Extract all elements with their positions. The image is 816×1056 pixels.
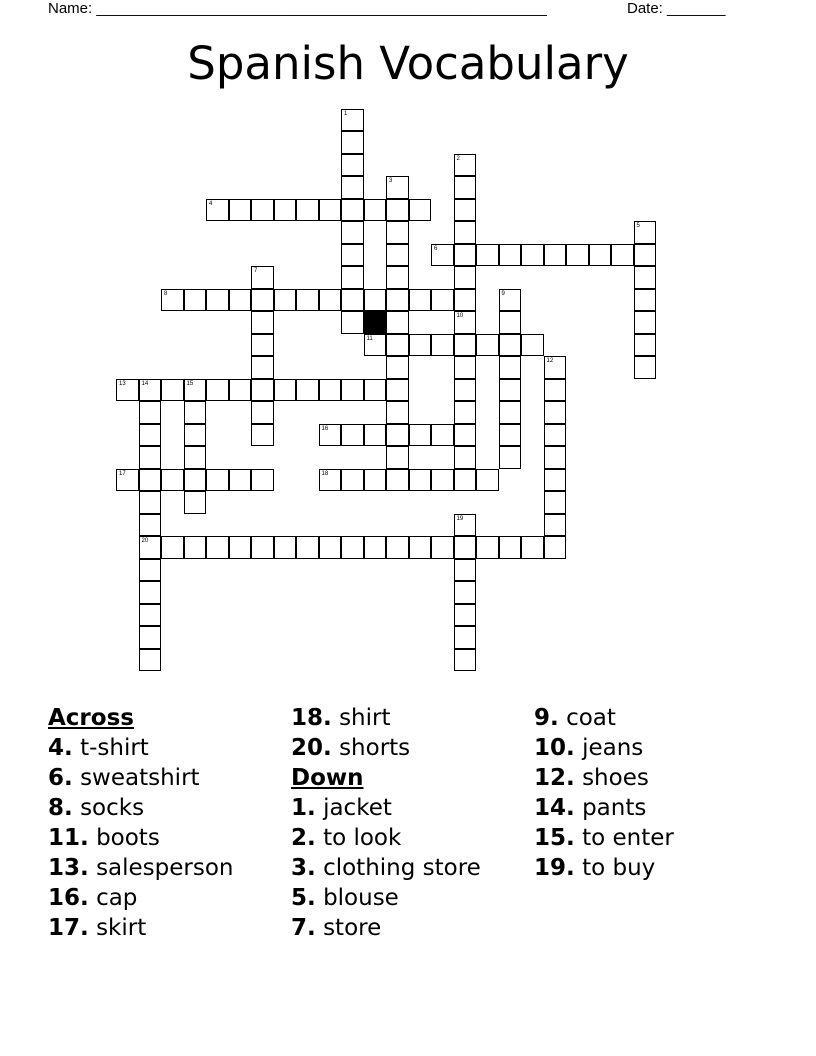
grid-cell[interactable] bbox=[364, 536, 387, 559]
grid-cell[interactable] bbox=[476, 536, 499, 559]
grid-cell[interactable] bbox=[184, 289, 207, 312]
grid-cell[interactable] bbox=[296, 289, 319, 312]
grid-cell[interactable] bbox=[454, 581, 477, 604]
clue-number: 2 bbox=[456, 155, 460, 162]
grid-cell[interactable] bbox=[431, 289, 454, 312]
grid-cell[interactable] bbox=[454, 244, 477, 267]
grid-cell[interactable] bbox=[341, 289, 364, 312]
grid-cell[interactable] bbox=[409, 334, 432, 357]
black-cell bbox=[364, 311, 387, 334]
grid-cell[interactable] bbox=[386, 244, 409, 267]
grid-cell[interactable] bbox=[454, 514, 477, 537]
grid-cell[interactable] bbox=[251, 356, 274, 379]
grid-cell[interactable] bbox=[319, 379, 342, 402]
grid-cell[interactable] bbox=[634, 221, 657, 244]
grid-cell[interactable] bbox=[364, 379, 387, 402]
grid-cell[interactable] bbox=[499, 289, 522, 312]
clue-number: 3 bbox=[389, 178, 393, 184]
grid-cell[interactable] bbox=[499, 446, 522, 469]
clue-across-4: 4. t-shirt bbox=[48, 735, 149, 761]
grid-cell[interactable] bbox=[341, 311, 364, 334]
clue-across-16: 16. cap bbox=[48, 885, 138, 911]
grid-cell[interactable] bbox=[341, 221, 364, 244]
clue-down-7: 7. store bbox=[291, 915, 382, 941]
grid-cell[interactable] bbox=[229, 289, 252, 312]
grid-cell[interactable] bbox=[251, 266, 274, 289]
grid-cell[interactable] bbox=[454, 356, 477, 379]
grid-cell[interactable] bbox=[341, 266, 364, 289]
grid-cell[interactable] bbox=[274, 289, 297, 312]
clue-down-12: 12. shoes bbox=[534, 765, 649, 791]
grid-cell[interactable] bbox=[454, 604, 477, 627]
grid-cell[interactable] bbox=[544, 446, 567, 469]
grid-cell[interactable] bbox=[296, 379, 319, 402]
grid-cell[interactable] bbox=[409, 469, 432, 492]
grid-cell[interactable] bbox=[341, 131, 364, 154]
grid-cell[interactable] bbox=[634, 289, 657, 312]
grid-cell[interactable] bbox=[499, 379, 522, 402]
grid-cell[interactable] bbox=[139, 446, 162, 469]
grid-cell[interactable] bbox=[229, 469, 252, 492]
clue-number: 10 bbox=[456, 313, 464, 319]
grid-cell[interactable] bbox=[454, 334, 477, 357]
clue-down-1: 1. jacket bbox=[291, 795, 392, 821]
grid-cell[interactable] bbox=[139, 626, 162, 649]
clue-number: 15 bbox=[186, 380, 194, 387]
grid-cell[interactable] bbox=[454, 311, 477, 334]
clue-down-14: 14. pants bbox=[534, 795, 647, 821]
grid-cell[interactable] bbox=[499, 311, 522, 334]
grid-cell[interactable] bbox=[476, 244, 499, 267]
grid-cell[interactable] bbox=[611, 244, 634, 267]
grid-cell[interactable] bbox=[544, 491, 567, 514]
clue-number: 16 bbox=[321, 425, 329, 432]
grid-cell[interactable] bbox=[386, 536, 409, 559]
clue-number: 14 bbox=[141, 380, 149, 387]
grid-cell[interactable] bbox=[454, 176, 477, 199]
grid-cell[interactable] bbox=[454, 266, 477, 289]
grid-cell[interactable] bbox=[251, 379, 274, 402]
grid-cell[interactable] bbox=[544, 401, 567, 424]
clue-number: 6 bbox=[434, 245, 438, 252]
grid-cell[interactable] bbox=[341, 176, 364, 199]
clue-across-8: 8. socks bbox=[48, 795, 145, 821]
clue-number: 8 bbox=[164, 290, 168, 297]
grid-cell[interactable] bbox=[139, 401, 162, 424]
grid-cell[interactable] bbox=[116, 469, 139, 492]
grid-cell[interactable] bbox=[319, 536, 342, 559]
grid-cell[interactable] bbox=[386, 334, 409, 357]
grid-cell[interactable] bbox=[431, 469, 454, 492]
grid-cell[interactable] bbox=[206, 199, 229, 222]
grid-cell[interactable] bbox=[139, 491, 162, 514]
grid-cell[interactable] bbox=[431, 536, 454, 559]
clue-down-2: 2. to look bbox=[291, 825, 402, 851]
grid-cell[interactable] bbox=[634, 266, 657, 289]
grid-cell[interactable] bbox=[544, 356, 567, 379]
clue-down-15: 15. to enter bbox=[534, 825, 674, 851]
down-heading: Down bbox=[291, 765, 364, 791]
grid-cell[interactable] bbox=[341, 424, 364, 447]
grid-cell[interactable] bbox=[274, 379, 297, 402]
clue-number: 18 bbox=[321, 470, 329, 477]
grid-cell[interactable] bbox=[499, 401, 522, 424]
grid-cell[interactable] bbox=[139, 379, 162, 402]
grid-cell[interactable] bbox=[386, 379, 409, 402]
grid-cell[interactable] bbox=[184, 491, 207, 514]
grid-cell[interactable] bbox=[634, 311, 657, 334]
grid-cell[interactable] bbox=[139, 469, 162, 492]
grid-cell[interactable] bbox=[184, 469, 207, 492]
grid-cell[interactable] bbox=[544, 379, 567, 402]
clue-number: 20 bbox=[141, 538, 149, 544]
grid-cell[interactable] bbox=[521, 334, 544, 357]
grid-cell[interactable] bbox=[229, 199, 252, 222]
grid-cell[interactable] bbox=[386, 469, 409, 492]
grid-cell[interactable] bbox=[386, 311, 409, 334]
grid-cell[interactable] bbox=[454, 559, 477, 582]
grid-cell[interactable] bbox=[184, 401, 207, 424]
grid-cell[interactable] bbox=[139, 424, 162, 447]
clue-number: 9 bbox=[501, 290, 505, 297]
grid-cell[interactable] bbox=[139, 604, 162, 627]
grid-cell[interactable] bbox=[251, 424, 274, 447]
grid-cell[interactable] bbox=[454, 446, 477, 469]
grid-cell[interactable] bbox=[341, 379, 364, 402]
grid-cell[interactable] bbox=[184, 424, 207, 447]
clue-down-9: 9. coat bbox=[534, 705, 616, 731]
grid-cell[interactable] bbox=[206, 379, 229, 402]
grid-cell[interactable] bbox=[454, 289, 477, 312]
clue-number: 19 bbox=[456, 515, 464, 522]
grid-cell[interactable] bbox=[229, 379, 252, 402]
grid-cell[interactable] bbox=[364, 424, 387, 447]
clue-number: 4 bbox=[209, 200, 213, 207]
grid-cell[interactable] bbox=[499, 356, 522, 379]
grid-cell[interactable] bbox=[544, 469, 567, 492]
grid-cell[interactable] bbox=[476, 469, 499, 492]
grid-cell[interactable] bbox=[206, 289, 229, 312]
grid-cell[interactable] bbox=[386, 199, 409, 222]
clue-column-1 bbox=[48, 703, 234, 943]
across-heading: Across bbox=[48, 705, 134, 731]
grid-cell[interactable] bbox=[161, 379, 184, 402]
grid-cell[interactable] bbox=[521, 244, 544, 267]
grid-cell[interactable] bbox=[251, 401, 274, 424]
grid-cell[interactable] bbox=[319, 469, 342, 492]
grid-cell[interactable] bbox=[274, 536, 297, 559]
grid-cell[interactable] bbox=[139, 514, 162, 537]
clue-across-20: 20. shorts bbox=[291, 735, 411, 761]
grid-cell[interactable] bbox=[341, 536, 364, 559]
clue-column-2 bbox=[291, 703, 481, 943]
grid-cell[interactable] bbox=[454, 469, 477, 492]
grid-cell[interactable] bbox=[251, 199, 274, 222]
grid-cell[interactable] bbox=[116, 379, 139, 402]
clue-across-17: 17. skirt bbox=[48, 915, 147, 941]
grid-cell[interactable] bbox=[184, 446, 207, 469]
grid-cell[interactable] bbox=[206, 536, 229, 559]
grid-cell[interactable] bbox=[296, 536, 319, 559]
grid-cell[interactable] bbox=[454, 401, 477, 424]
clue-column-3 bbox=[534, 703, 674, 883]
grid-cell[interactable] bbox=[184, 536, 207, 559]
grid-cell[interactable] bbox=[296, 199, 319, 222]
name-label: Name: bbox=[48, 0, 93, 17]
grid-cell[interactable] bbox=[476, 334, 499, 357]
date-label: Date: bbox=[627, 0, 663, 17]
grid-cell[interactable] bbox=[319, 199, 342, 222]
clue-number: 13 bbox=[119, 380, 126, 387]
grid-cell[interactable] bbox=[139, 649, 162, 672]
grid-cell[interactable] bbox=[386, 424, 409, 447]
page-title: Spanish Vocabulary bbox=[187, 37, 629, 90]
grid-cell[interactable] bbox=[364, 469, 387, 492]
clue-number: 11 bbox=[366, 335, 373, 342]
clue-across-13: 13. salesperson bbox=[48, 855, 234, 881]
date-field[interactable] bbox=[627, 0, 725, 18]
grid-cell[interactable] bbox=[251, 334, 274, 357]
grid-cell[interactable] bbox=[386, 401, 409, 424]
grid-cell[interactable] bbox=[499, 334, 522, 357]
clue-down-5: 5. blouse bbox=[291, 885, 399, 911]
grid-cell[interactable] bbox=[386, 356, 409, 379]
grid-cell[interactable] bbox=[341, 469, 364, 492]
grid-cell[interactable] bbox=[386, 176, 409, 199]
grid-cell[interactable] bbox=[431, 244, 454, 267]
grid-cell[interactable] bbox=[139, 559, 162, 582]
clue-number: 5 bbox=[636, 223, 640, 229]
grid-cell[interactable] bbox=[341, 199, 364, 222]
clue-across-6: 6. sweatshirt bbox=[48, 765, 200, 791]
grid-cell[interactable] bbox=[409, 289, 432, 312]
grid-cell[interactable] bbox=[431, 424, 454, 447]
grid-cell[interactable] bbox=[161, 469, 184, 492]
grid-cell[interactable] bbox=[499, 536, 522, 559]
grid-cell[interactable] bbox=[544, 536, 567, 559]
grid-cell[interactable] bbox=[454, 536, 477, 559]
grid-cell[interactable] bbox=[206, 469, 229, 492]
name-field[interactable] bbox=[48, 0, 547, 18]
grid-cell[interactable] bbox=[566, 244, 589, 267]
grid-cell[interactable] bbox=[251, 311, 274, 334]
grid-cell[interactable] bbox=[161, 536, 184, 559]
grid-cell[interactable] bbox=[454, 154, 477, 177]
grid-cell[interactable] bbox=[139, 536, 162, 559]
grid-cell[interactable] bbox=[386, 266, 409, 289]
grid-cell[interactable] bbox=[319, 424, 342, 447]
grid-cell[interactable] bbox=[634, 244, 657, 267]
grid-cell[interactable] bbox=[521, 536, 544, 559]
grid-cell[interactable] bbox=[341, 244, 364, 267]
name-line[interactable]: ______________________________________________________ bbox=[96, 0, 547, 17]
grid-cell[interactable] bbox=[341, 109, 364, 132]
grid-cell[interactable] bbox=[409, 536, 432, 559]
grid-cell[interactable] bbox=[364, 334, 387, 357]
clue-down-10: 10. jeans bbox=[534, 735, 644, 761]
clue-number: 12 bbox=[546, 358, 554, 364]
grid-cell[interactable] bbox=[431, 334, 454, 357]
grid-cell[interactable] bbox=[386, 221, 409, 244]
grid-cell[interactable] bbox=[499, 244, 522, 267]
grid-cell[interactable] bbox=[184, 379, 207, 402]
grid-cell[interactable] bbox=[499, 424, 522, 447]
grid-cell[interactable] bbox=[251, 469, 274, 492]
grid-cell[interactable] bbox=[251, 289, 274, 312]
grid-cell[interactable] bbox=[251, 536, 274, 559]
grid-cell[interactable] bbox=[634, 356, 657, 379]
grid-cell[interactable] bbox=[274, 199, 297, 222]
grid-cell[interactable] bbox=[341, 154, 364, 177]
grid-cell[interactable] bbox=[364, 289, 387, 312]
grid-cell[interactable] bbox=[544, 424, 567, 447]
clue-number: 1 bbox=[344, 110, 348, 117]
grid-cell[interactable] bbox=[319, 289, 342, 312]
grid-cell[interactable] bbox=[229, 536, 252, 559]
grid-cell[interactable] bbox=[544, 514, 567, 537]
grid-cell[interactable] bbox=[454, 424, 477, 447]
grid-cell[interactable] bbox=[386, 446, 409, 469]
grid-cell[interactable] bbox=[454, 649, 477, 672]
grid-cell[interactable] bbox=[454, 379, 477, 402]
date-line[interactable]: _______ bbox=[667, 0, 726, 17]
clue-across-11: 11. boots bbox=[48, 825, 160, 851]
grid-cell[interactable] bbox=[409, 424, 432, 447]
clue-down-3: 3. clothing store bbox=[291, 855, 481, 881]
clue-down-19: 19. to buy bbox=[534, 855, 656, 881]
grid-cell[interactable] bbox=[589, 244, 612, 267]
grid-cell[interactable] bbox=[634, 334, 657, 357]
grid-cell[interactable] bbox=[364, 199, 387, 222]
grid-cell[interactable] bbox=[454, 199, 477, 222]
grid-cell[interactable] bbox=[409, 199, 432, 222]
grid-cell[interactable] bbox=[454, 626, 477, 649]
grid-cell[interactable] bbox=[161, 289, 184, 312]
grid-cell[interactable] bbox=[139, 581, 162, 604]
grid-cell[interactable] bbox=[454, 221, 477, 244]
clue-number: 7 bbox=[254, 268, 258, 274]
clue-across-18: 18. shirt bbox=[291, 705, 391, 731]
clue-number: 17 bbox=[119, 470, 126, 477]
grid-cell[interactable] bbox=[386, 289, 409, 312]
grid-cell[interactable] bbox=[544, 244, 567, 267]
